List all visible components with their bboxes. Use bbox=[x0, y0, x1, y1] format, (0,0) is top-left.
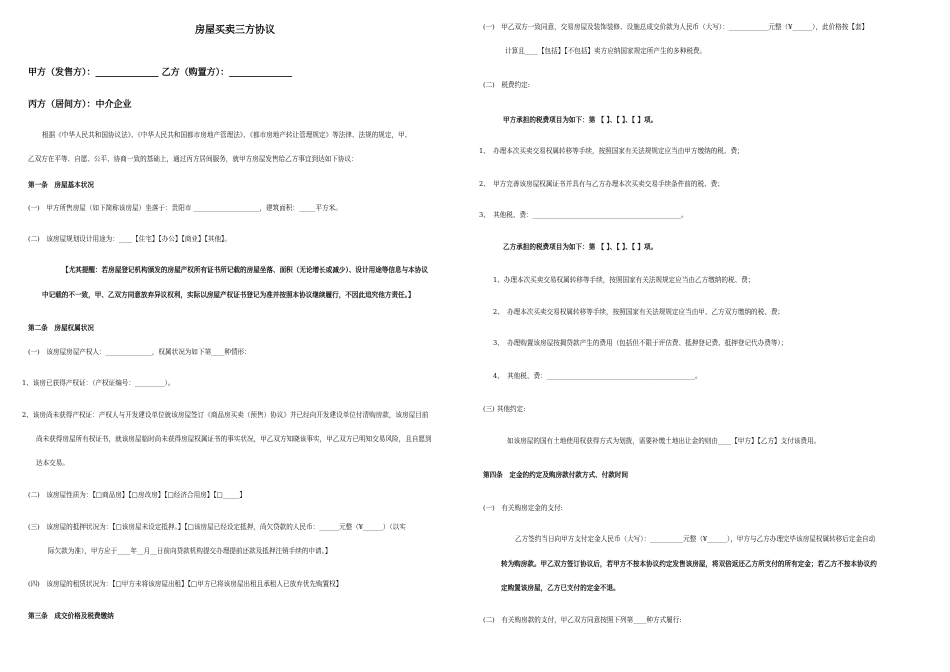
party-b-tax-heading: 乙方承担的税费项目为如下：第 【 】、【 】、【 】项。 bbox=[503, 243, 658, 251]
other-agreement-line: 如该房屋的国有土地使用权获得方式为划拨，需要补缴土地出让金的则由____【甲方】【乙方】支付该费用。 bbox=[507, 437, 821, 445]
article-2-clause: (四) 该房屋的租赁状况为：【□甲方未将该房屋出租】【□甲方已将该房屋出租且承租人已放弃优先购置权】 bbox=[28, 580, 343, 588]
deposit-line: 转为购房款。甲乙双方签订协议后，若甲方不按本协议约定发售该房屋，将双倍返还乙方所支付的所有定金；若乙方不按本协议约 bbox=[501, 560, 877, 568]
document-title: 房屋买卖三方协议 bbox=[195, 25, 275, 36]
article-2-subclause: 达本交易。 bbox=[36, 459, 69, 467]
tax-item: 3、 办理购置该房屋按揭贷款产生的费用（包括但不限于评估费、抵押登记费、抵押登记代办费等）； bbox=[493, 339, 788, 347]
price-clause: (一) 甲乙双方一致同意，交易房屋及装饰装修、设施总成交价款为人民币（大写）：____________元整（¥______），此价格按【套】 bbox=[483, 23, 869, 31]
article-2-clause: (一) 该房屋房屋产权人：______________，权属状况为如下第____种情形： bbox=[28, 348, 251, 356]
party-c-line: 丙方（居间方）：中介企业 bbox=[28, 100, 132, 110]
article-3-heading: 第三条 成交价格及税费缴纳 bbox=[28, 612, 114, 620]
party-a-tax-heading: 甲方承担的税费项目为如下：第 【 】、【 】、【 】项。 bbox=[503, 116, 658, 124]
deposit-line: 乙方签约当日向甲方支付定金人民币（大写）：__________元整（¥______），甲方与乙方办理完毕该房屋权属转移后定金自动 bbox=[515, 535, 876, 543]
tax-item: 2、 甲方完善该房屋权属证书并具有与乙方办理本次买卖交易手续条件前的税、费； bbox=[479, 180, 724, 188]
tax-item: 2、 办理本次买卖交易权属转移等手续，按照国家有关法规规定应当由甲、乙方双方缴纳的税、费； bbox=[493, 308, 785, 316]
tax-item: 1、 办理本次买卖交易权属转移等手续，按照国家有关法规规定应当由甲方缴纳的税、费； bbox=[479, 147, 744, 155]
article-2-clause: (二) 该房屋性质为：【□商品房】【□房改房】【□经济合用房】【□_____】 bbox=[28, 491, 246, 499]
tax-item: 4、 其他税、费：_____________________________________________。 bbox=[493, 372, 702, 380]
payment-heading: (二) 有关购房款的支付，甲乙双方同意按照下列第____种方式履行: bbox=[483, 616, 682, 624]
tax-item: 1、办理本次买卖交易权属转移等手续，按照国家有关法规规定应当由乙方缴纳的税、费； bbox=[493, 276, 755, 284]
intro-paragraph-line: 乙双方在平等、自愿、公平、协商一致的基础上，通过丙方居间服务，就甲方房屋发售给乙方事宜到达如下协议： bbox=[28, 155, 358, 163]
article-2-heading: 第二条 房屋权属状况 bbox=[28, 324, 94, 332]
article-1-heading: 第一条 房屋基本状况 bbox=[28, 181, 94, 189]
article-1-clause: (一) 甲方所售房屋（如下简称该房屋）坐落于：贵阳市 ____________________，建筑面积：_____平方米。 bbox=[28, 204, 342, 212]
article-2-clause: 际欠款为准），甲方应于____年__月__日前向贷款机构提交办理提前还款及抵押注销手续的申请。】 bbox=[48, 547, 332, 555]
special-notice-line: 中记载的不一致，甲、乙双方同意放弃异议权利，实际以房屋产权证书登记为准并按照本协议继续履行，不因此追究他方责任。】 bbox=[42, 291, 415, 299]
price-clause: 计算且____【包括】【不包括】卖方应纳国家规定所产生的多种税费。 bbox=[505, 47, 707, 55]
tax-item: 3、 其他税、费：_____________________________________________。 bbox=[479, 211, 688, 219]
article-2-subclause: 2、该房尚未获得产权证：产权人与开发建设单位就该房屋签订《商品房买卖（预售）协议》并已经向开发建设单位付清购房款，该房屋目前 bbox=[22, 411, 429, 419]
article-1-clause: (二) 该房屋规划设计用途为：____【住宅】【办公】【商业】【其他】。 bbox=[28, 235, 231, 243]
right-page bbox=[475, 0, 950, 672]
intro-paragraph-line: 根据《中华人民共和国协议法》、《中华人民共和国都市房地产管理法》、《都市房地产转让管理规定》等法律、法规的规定，甲、 bbox=[42, 131, 412, 139]
tax-heading: (二) 税费约定: bbox=[483, 81, 530, 89]
deposit-line: 定购置该房屋，乙方已支付的定金不退。 bbox=[501, 584, 620, 592]
special-notice-line: 【尤其提醒：若房屋登记机构颁发的房屋产权所有证书所记载的房屋坐落、面积（无论增长或减少）、设计用途等信息与本协议 bbox=[62, 266, 428, 274]
article-2-subclause: 1、该房已获得产权证：（产权证编号：_________）。 bbox=[22, 379, 175, 387]
article-2-subclause: 尚未获得房屋所有权证书，就该房屋临时尚未获得房屋权属证书的事实状况，甲乙双方知晓该事实，甲乙双方已明知交易风险，且自愿到 bbox=[36, 435, 432, 443]
party-a-b-line: 甲方（发售方）：______________ 乙方（购置方）：______________ bbox=[28, 68, 293, 78]
article-4-heading: 第四条 定金的约定及购房款付款方式、付款时间 bbox=[483, 471, 629, 479]
article-2-clause: (三) 该房屋的抵押状况为：【□该房屋未设定抵押。】【□该房屋已经设定抵押，尚欠贷款的人民币：______元整（¥______）（以实 bbox=[28, 523, 406, 531]
other-agreement-heading: (三) 其他约定: bbox=[483, 405, 526, 413]
deposit-heading: (一) 有关购房定金的支付: bbox=[483, 504, 563, 512]
